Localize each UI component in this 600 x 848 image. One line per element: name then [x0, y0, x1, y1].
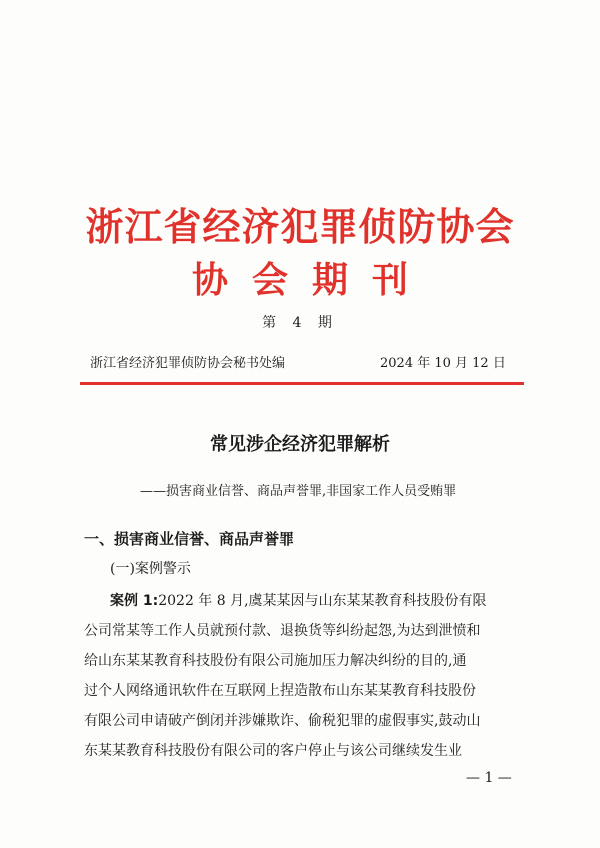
body-line: 过个人网络通讯软件在互联网上捏造散布山东某某教育科技股份: [84, 683, 476, 699]
masthead-title-line2: 协会期刊: [191, 260, 432, 301]
article-subtitle: ——损害商业信誉、商品声誉罪,非国家工作人员受贿罪: [140, 484, 457, 499]
subsection-heading: (一)案例警示: [110, 561, 191, 577]
body-line: 公司常某等工作人员就预付款、退换货等纠纷起怨,为达到泄愤和: [84, 623, 481, 639]
body-line: 给山东某某教育科技股份有限公司施加压力解决纠纷的目的,通: [84, 653, 467, 669]
issue-number: 第 4 期: [262, 315, 338, 331]
publisher: 浙江省经济犯罪侦防协会秘书处编: [90, 356, 286, 371]
page-number: — 1 —: [466, 770, 512, 786]
body-line: 有限公司申请破产倒闭并涉嫌欺诈、偷税犯罪的虚假事实,鼓动山: [84, 713, 481, 729]
body-line: 东某某教育科技股份有限公司的客户停止与该公司继续发生业: [84, 743, 462, 759]
masthead-divider: [80, 382, 524, 385]
body-line: [110, 590, 524, 610]
article-title: 常见涉企经济犯罪解析: [210, 434, 390, 455]
masthead-title-line1: 浙江省经济犯罪侦防协会: [85, 205, 515, 249]
publish-date: 2024 年 10 月 12 日: [380, 356, 506, 371]
section-heading: 一、损害商业信誉、商品声誉罪: [84, 530, 295, 548]
body-text: 2022 年 8 月,虞某某因与山东某某教育科技股份有限: [158, 593, 487, 609]
case-label: 案例 1:: [110, 593, 159, 609]
